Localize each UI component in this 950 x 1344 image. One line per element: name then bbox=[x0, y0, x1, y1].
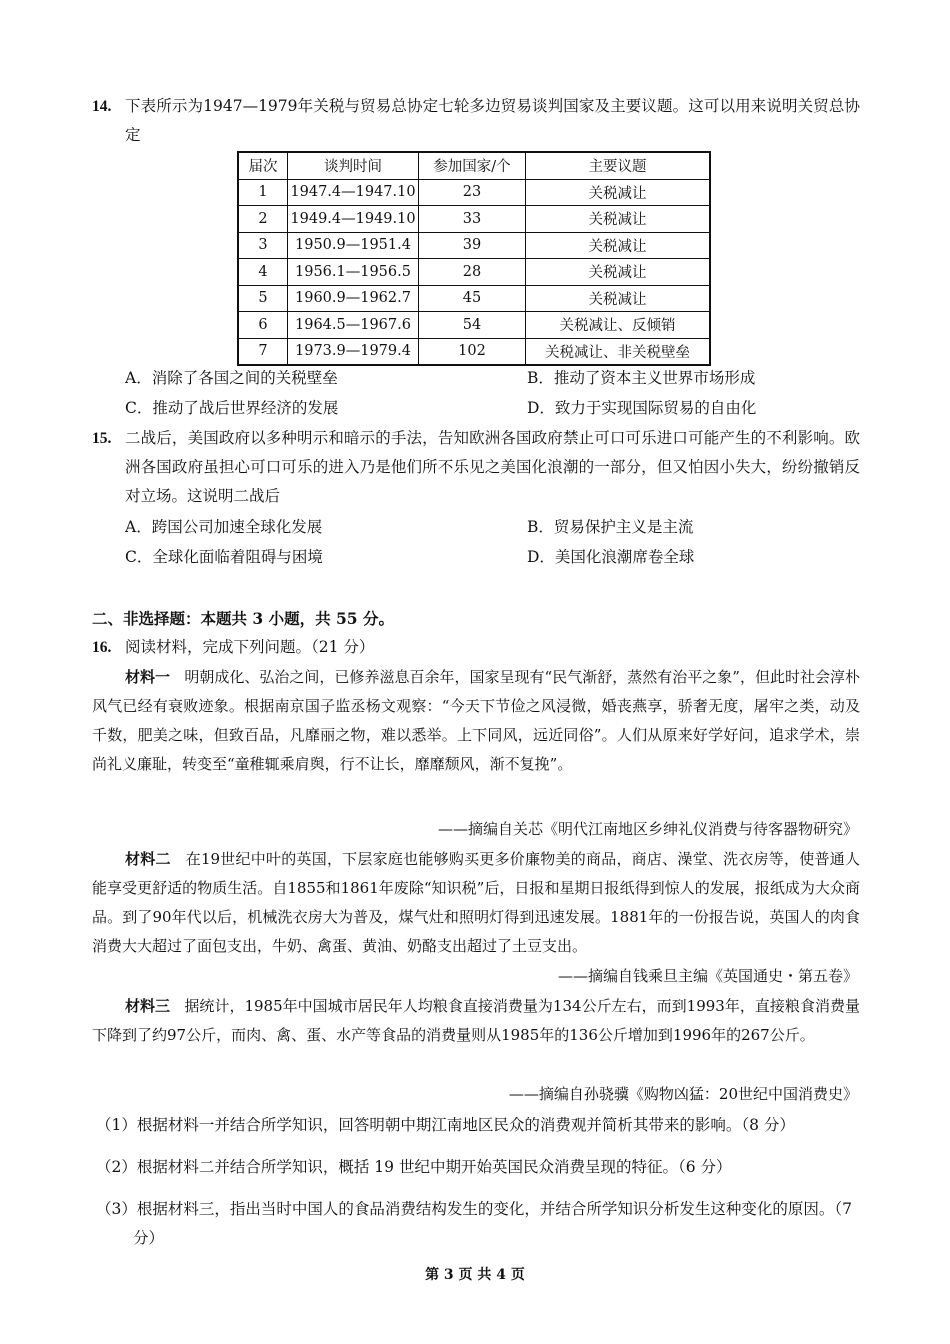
table-row bbox=[238, 259, 710, 286]
table-cell: 2 bbox=[238, 206, 288, 233]
material-label: 材料一 bbox=[125, 668, 171, 686]
material-1 bbox=[92, 663, 860, 779]
table-cell: 关税减让 bbox=[526, 179, 711, 206]
table-cell: 关税减让、反倾销 bbox=[526, 312, 711, 339]
subquestion-text: （2）根据材料二并结合所学知识，概括 19 世纪中期开始英国民众消费呈现的特征。（6 分） bbox=[96, 1158, 732, 1176]
material-label: 材料二 bbox=[125, 850, 171, 868]
subquestion-text: （3）根据材料三，指出当时中国人的食品消费结构发生的变化，并结合所学知识分析发生这种变化的原因。（7 分） bbox=[96, 1200, 852, 1247]
material-source: ——摘编自钱乘旦主编《英国通史・第五卷》 bbox=[557, 967, 858, 985]
question-number: 14. bbox=[92, 98, 112, 115]
table-header-row bbox=[238, 152, 710, 179]
option-d: D．美国化浪潮席卷全球 bbox=[527, 548, 695, 566]
table-row bbox=[238, 206, 710, 233]
table-cell: 1964.5—1967.6 bbox=[288, 312, 419, 339]
table-cell: 关税减让 bbox=[526, 285, 711, 312]
option-d: D．致力于实现国际贸易的自由化 bbox=[527, 399, 757, 417]
question-stem: 下表所示为1947—1979年关税与贸易总协定七轮多边贸易谈判国家及主要议题。这可以用来说明关贸总协定 bbox=[125, 97, 860, 144]
material-label: 材料三 bbox=[125, 997, 171, 1015]
table-cell: 关税减让、非关税壁垒 bbox=[526, 338, 711, 365]
table-row bbox=[238, 285, 710, 312]
option-b: B．推动了资本主义世界市场形成 bbox=[527, 369, 756, 387]
subquestion-2 bbox=[96, 1153, 860, 1182]
question-14 bbox=[92, 92, 860, 150]
material-text: 据统计，1985年中国城市居民年人均粮食直接消费量为134公斤左右，而到1993年，直接粮食消费量下降到了约97公斤，而肉、禽、蛋、水产等食品的消费量则从1985年的136公斤增加到1996年的267公斤。 bbox=[92, 997, 860, 1044]
subquestion-text: （1）根据材料一并结合所学知识，回答明朝中期江南地区民众的消费观并简析其带来的影响。（8 分） bbox=[96, 1116, 795, 1134]
table-cell: 33 bbox=[419, 206, 526, 233]
table-cell: 1960.9—1962.7 bbox=[288, 285, 419, 312]
material-3 bbox=[92, 992, 860, 1050]
subquestion-1 bbox=[96, 1111, 860, 1140]
section-heading: 二、非选择题：本题共 3 小题，共 55 分。 bbox=[92, 609, 394, 628]
table-cell: 3 bbox=[238, 232, 288, 259]
question-number: 15. bbox=[92, 430, 112, 447]
option-c: C．推动了战后世界经济的发展 bbox=[125, 399, 339, 417]
table-cell: 1973.9—1979.4 bbox=[288, 338, 419, 365]
table-cell: 102 bbox=[419, 338, 526, 365]
option-c: C．全球化面临着阻碍与困境 bbox=[125, 548, 323, 566]
question-16 bbox=[92, 633, 860, 662]
material-2 bbox=[92, 845, 860, 961]
material-source: ——摘编自孙骁骥《购物凶猛：20世纪中国消费史》 bbox=[508, 1085, 858, 1103]
table-cell: 4 bbox=[238, 259, 288, 286]
table-header: 参加国家/个 bbox=[419, 152, 526, 179]
table-row bbox=[238, 312, 710, 339]
table-header: 主要议题 bbox=[526, 152, 711, 179]
table-cell: 45 bbox=[419, 285, 526, 312]
gatt-rounds-table bbox=[237, 151, 711, 366]
table-cell: 23 bbox=[419, 179, 526, 206]
table-cell: 28 bbox=[419, 259, 526, 286]
option-a: A．消除了各国之间的关税壁垒 bbox=[125, 369, 338, 387]
table-cell: 7 bbox=[238, 338, 288, 365]
table-cell: 关税减让 bbox=[526, 259, 711, 286]
table-cell: 39 bbox=[419, 232, 526, 259]
table-cell: 关税减让 bbox=[526, 232, 711, 259]
table-cell: 1956.1—1956.5 bbox=[288, 259, 419, 286]
table-cell: 关税减让 bbox=[526, 206, 711, 233]
table-cell: 1950.9—1951.4 bbox=[288, 232, 419, 259]
table-cell: 6 bbox=[238, 312, 288, 339]
question-stem: 阅读材料，完成下列问题。（21 分） bbox=[125, 638, 375, 656]
subquestion-3 bbox=[96, 1195, 860, 1253]
table-row bbox=[238, 338, 710, 365]
option-a: A．跨国公司加速全球化发展 bbox=[125, 518, 323, 536]
option-b: B．贸易保护主义是主流 bbox=[527, 518, 694, 536]
question-number: 16. bbox=[92, 639, 112, 656]
material-text: 在19世纪中叶的英国，下层家庭也能够购买更多价廉物美的商品，商店、澡堂、洗衣房等，使普通人能享受更舒适的物质生活。自1855和1861年废除“知识税”后，日报和星期日报纸得到惊人的发展，报纸成为大众商品。到了90年代以后，机械洗衣房大为普及，煤气灶和照明灯得到迅速发展。1881年的一份报告说，英国人的肉食消费大大超过了面包支出，牛奶、禽蛋、黄油、奶酪支出超过了土豆支出。 bbox=[92, 850, 860, 955]
table-cell: 54 bbox=[419, 312, 526, 339]
table-cell: 1947.4—1947.10 bbox=[288, 179, 419, 206]
table-header: 届次 bbox=[238, 152, 288, 179]
table-cell: 5 bbox=[238, 285, 288, 312]
material-source: ——摘编自关芯《明代江南地区乡绅礼仪消费与待客器物研究》 bbox=[437, 820, 858, 838]
table-row bbox=[238, 232, 710, 259]
material-text: 明朝成化、弘治之间，已修养滋息百余年，国家呈现有“民气渐舒，蒸然有治平之象”，但此时社会淳朴风气已经有衰败迹象。根据南京国子监丞杨文观察：“今天下节俭之风浸微，婚丧燕享，骄奢无度，屠牢之类，动及千数，肥美之味，但致百品，凡靡丽之物，难以悉举。上下同风，远近同俗”。人们从原来好学好问，追求学术，崇尚礼义廉耻，转变至“童稚辄乘肩舆，行不让长，靡靡颓风，渐不复挽”。 bbox=[92, 668, 860, 773]
question-stem: 二战后，美国政府以多种明示和暗示的手法，告知欧洲各国政府禁止可口可乐进口可能产生的不利影响。欧洲各国政府虽担心可口可乐的进入乃是他们所不乐见之美国化浪潮的一部分，但又怕因小失大，纷纷撤销反对立场。这说明二战后 bbox=[125, 429, 860, 505]
page-footer: 第 3 页 共 4 页 bbox=[425, 1267, 525, 1283]
table-row bbox=[238, 179, 710, 206]
table-cell: 1 bbox=[238, 179, 288, 206]
table-header: 谈判时间 bbox=[288, 152, 419, 179]
table-cell: 1949.4—1949.10 bbox=[288, 206, 419, 233]
question-15 bbox=[92, 424, 860, 511]
